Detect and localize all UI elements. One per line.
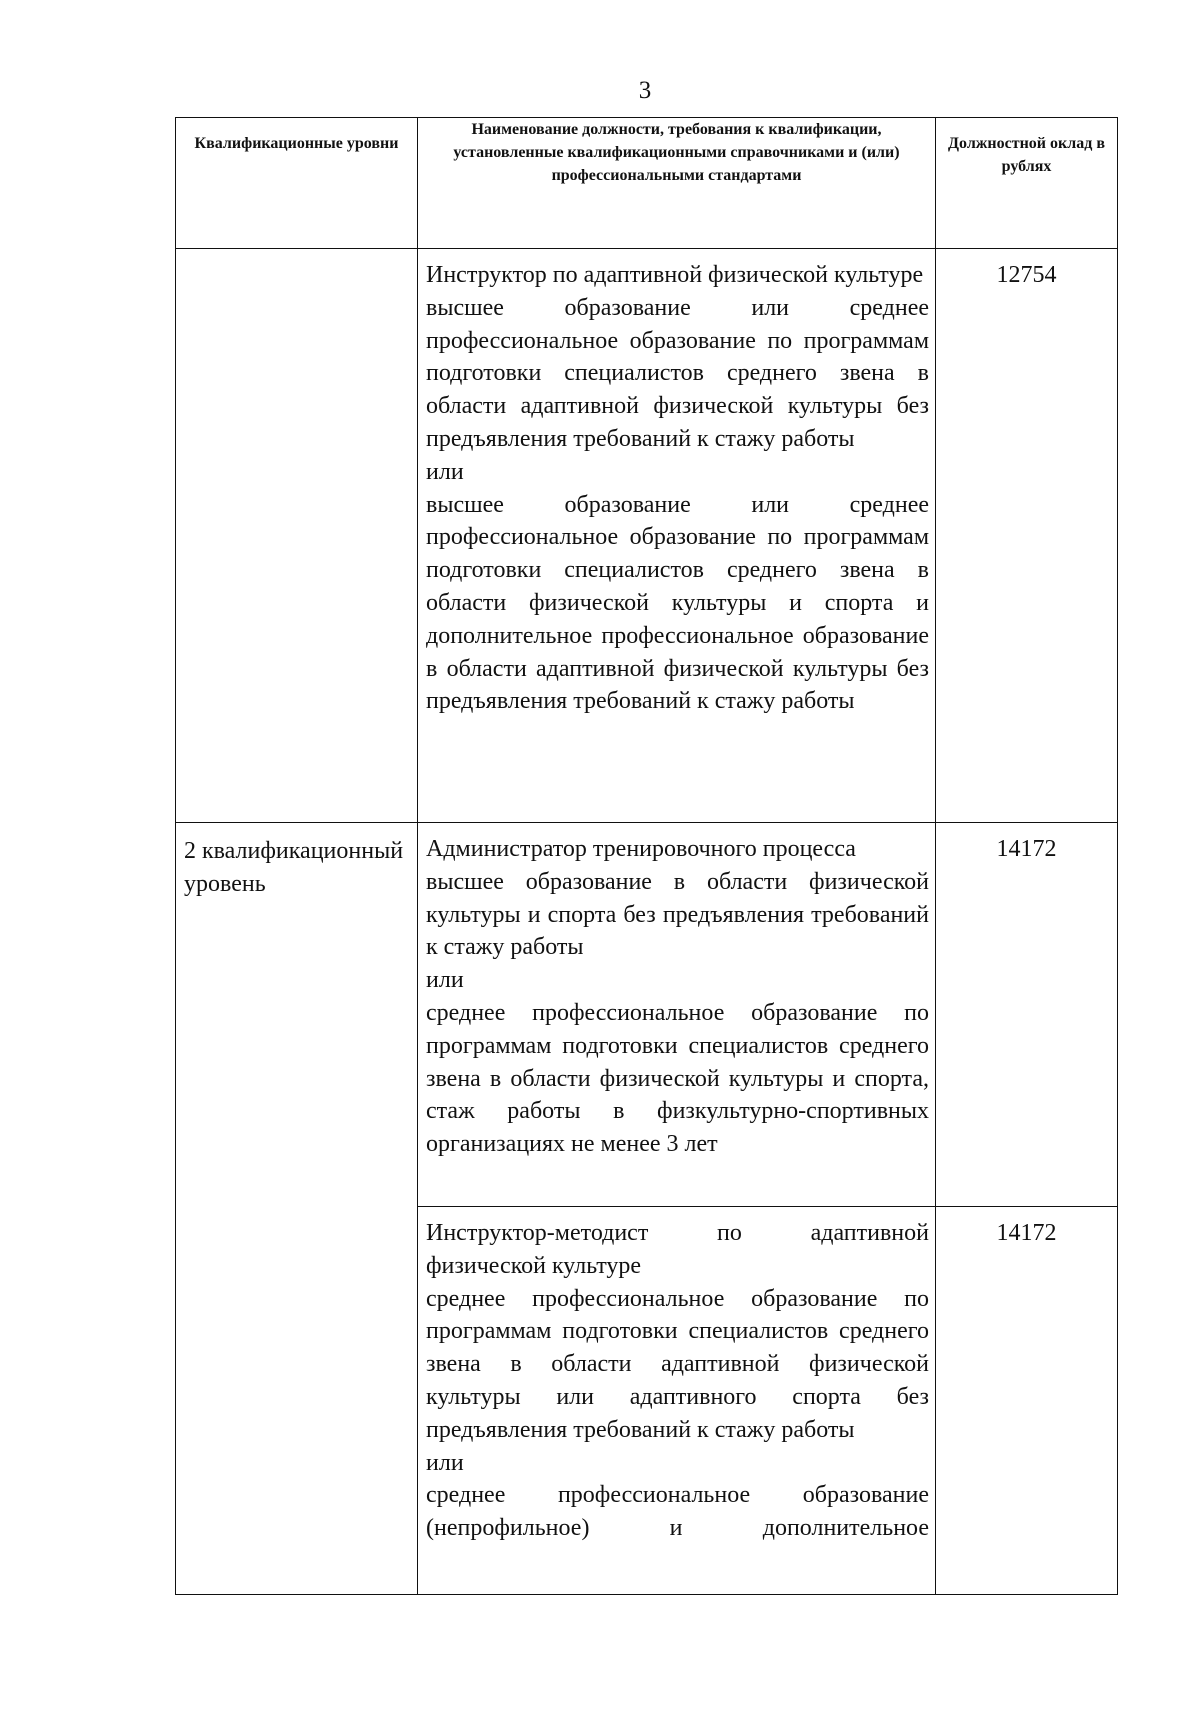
header-qualification-levels: Квалификационные уровни — [176, 118, 418, 249]
header-position-requirements: Наименование должности, требования к квалификации, установленные квалификационными справочниками и (или) профессиональными стандартами — [418, 118, 936, 249]
requirement-text: высшее образование или среднее профессиональное образование по программам подготовки специалистов среднего звена в области физической культуры и спорта и дополнительное профессиональное образование в области адаптивной физической культуры без предъявления требований к стажу работы — [426, 491, 929, 715]
position-title: Инструктор по адаптивной физической культуре — [426, 262, 924, 288]
position-title: Администратор тренировочного процесса — [426, 836, 856, 862]
requirement-text: среднее профессиональное образование по программам подготовки специалистов среднего звена в области адаптивной физической культуры или адаптивного спорта без предъявления требований к стажу работы — [426, 1285, 929, 1443]
level-cell — [176, 249, 418, 823]
table-row — [176, 249, 1118, 823]
requirement-text: или — [426, 967, 464, 994]
requirement-text: среднее профессиональное образование по программам подготовки специалистов среднего звена в области физической культуры и спорта, стаж работы в физкультурно-спортивных организациях не менее 3 лет — [426, 999, 929, 1158]
requirement-text: высшее образование в области физической культуры и спорта без предъявления требований к стажу работы — [426, 868, 929, 961]
level-cell: 2 квалификационный уровень — [176, 823, 418, 1595]
salary-cell: 14172 — [936, 823, 1118, 1207]
requirement-text: или — [426, 458, 464, 485]
position-cell — [418, 1207, 936, 1595]
requirement-text: или — [426, 1449, 464, 1476]
page-number: 3 — [638, 77, 652, 104]
position-cell — [418, 249, 936, 823]
table-row — [176, 823, 1118, 1207]
header-salary: Должностной оклад в рублях — [936, 118, 1118, 249]
salary-cell: 14172 — [936, 1207, 1118, 1595]
requirement-text: среднее профессиональное образование (непрофильное) и дополнительное — [426, 1482, 929, 1542]
salary-table — [175, 117, 1118, 1595]
position-title: Инструктор-методист по адаптивной физической культуре — [426, 1220, 929, 1279]
table-header — [176, 118, 1118, 249]
requirement-text: высшее образование или среднее профессиональное образование по программам подготовки специалистов среднего звена в области адаптивной физической культуры без предъявления требований к стажу работы — [426, 294, 929, 452]
position-cell — [418, 823, 936, 1207]
salary-cell: 12754 — [936, 249, 1118, 823]
